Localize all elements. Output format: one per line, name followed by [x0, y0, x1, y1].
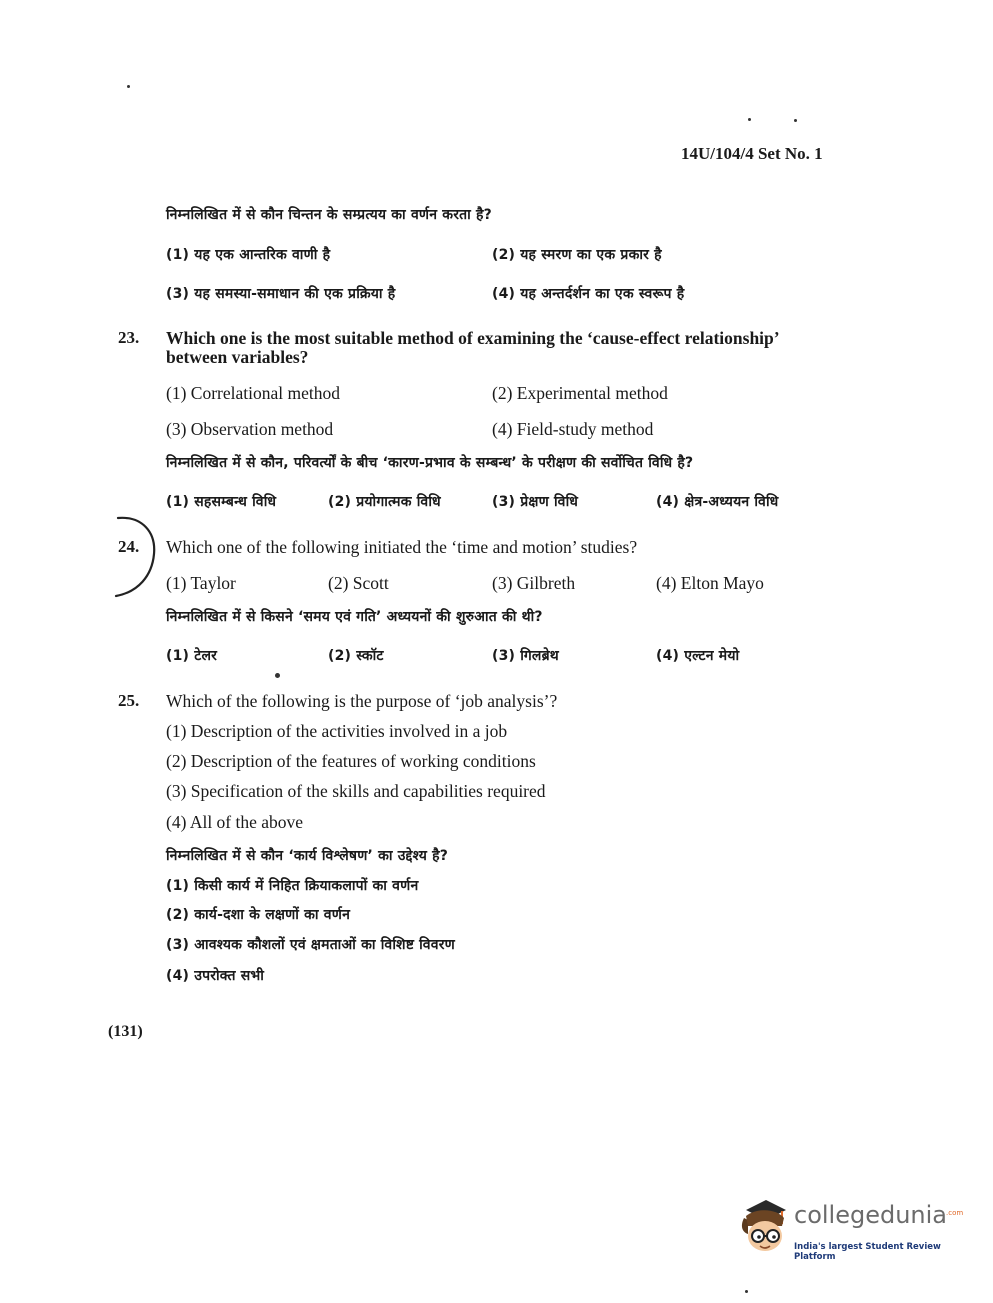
- collegedunia-domain-suffix: .com: [946, 1209, 964, 1217]
- q24-option-4: (4) Elton Mayo: [656, 573, 764, 593]
- scan-speck: [748, 118, 751, 121]
- q22-hindi-option-4: (4) यह अन्तर्दर्शन का एक स्वरूप है: [492, 286, 685, 302]
- q25-hindi-option-4: (4) उपरोक्त सभी: [166, 968, 265, 984]
- set-code: 14U/104/4 Set No. 1: [681, 144, 823, 163]
- collegedunia-watermark: [736, 1196, 962, 1266]
- scan-speck: [127, 85, 130, 88]
- page-code: (131): [108, 1023, 143, 1040]
- scan-speck: [794, 119, 797, 122]
- q25-stem: Which of the following is the purpose of ‘job analysis’?: [166, 691, 558, 711]
- q23-number: 23.: [118, 328, 140, 347]
- q25-hindi-stem: निम्नलिखित में से कौन ‘कार्य विश्लेषण’ का उद्देश्य है?: [166, 848, 449, 864]
- q23-option-2: (2) Experimental method: [492, 383, 668, 403]
- q23-hindi-option-4: (4) क्षेत्र-अध्ययन विधि: [656, 494, 779, 510]
- q23-hindi-option-1: (1) सहसम्बन्ध विधि: [166, 494, 277, 510]
- q22-hindi-option-1: (1) यह एक आन्तरिक वाणी है: [166, 247, 331, 263]
- q24-hindi-option-4: (4) एल्टन मेयो: [656, 648, 740, 664]
- q25-hindi-option-3: (3) आवश्यक कौशलों एवं क्षमताओं का विशिष्ट विवरण: [166, 937, 455, 953]
- q23-hindi-option-2: (2) प्रयोगात्मक विधि: [328, 494, 441, 510]
- q23-option-1: (1) Correlational method: [166, 383, 340, 403]
- q23-option-4: (4) Field-study method: [492, 419, 654, 439]
- q24-hindi-option-3: (3) गिलब्रेथ: [492, 648, 559, 664]
- q23-option-3: (3) Observation method: [166, 419, 334, 439]
- collegedunia-tagline: India's largest Student Review Platform: [794, 1242, 941, 1262]
- q24-option-3: (3) Gilbreth: [492, 573, 576, 593]
- q24-option-2: (2) Scott: [328, 573, 389, 593]
- q24-hindi-stem: निम्नलिखित में से किसने ‘समय एवं गति’ अध्ययनों की शुरुआत की थी?: [166, 609, 543, 625]
- q24-option-1: (1) Taylor: [166, 573, 236, 593]
- q25-hindi-option-2: (2) कार्य-दशा के लक्षणों का वर्णन: [166, 907, 351, 923]
- collegedunia-brand-text: collegedunia: [794, 1201, 948, 1229]
- q25-option-4: (4) All of the above: [166, 812, 304, 832]
- q22-hindi-stem: निम्नलिखित में से कौन चिन्तन के सम्प्रत्यय का वर्णन करता है?: [166, 207, 493, 223]
- q22-hindi-option-3: (3) यह समस्या-समाधान की एक प्रक्रिया है: [166, 286, 396, 302]
- q25-option-2: (2) Description of the features of working conditions: [166, 751, 536, 771]
- q23-stem-line1: Which one is the most suitable method of examining the ‘cause-effect relationship’: [166, 328, 780, 348]
- q24-stem: Which one of the following initiated the ‘time and motion’ studies?: [166, 537, 638, 557]
- q23-stem-line2: between variables?: [166, 347, 309, 367]
- q24-hindi-option-1: (1) टेलर: [166, 648, 218, 664]
- q23-hindi-stem: निम्नलिखित में से कौन, परिवर्त्यों के बीच ‘कारण-प्रभाव के सम्बन्ध’ के परीक्षण की सर्वोचित विधि है?: [166, 455, 694, 471]
- q25-option-3: (3) Specification of the skills and capabilities required: [166, 781, 546, 801]
- q24-number: 24.: [118, 537, 140, 556]
- q23-hindi-option-3: (3) प्रेक्षण विधि: [492, 494, 579, 510]
- q24-hindi-option-2: (2) स्कॉट: [328, 648, 384, 664]
- mascot-icon: [736, 1196, 792, 1258]
- q25-number: 25.: [118, 691, 140, 710]
- q22-hindi-option-2: (2) यह स्मरण का एक प्रकार है: [492, 247, 662, 263]
- scan-speck: [275, 673, 280, 678]
- q25-hindi-option-1: (1) किसी कार्य में निहित क्रियाकलापों का वर्णन: [166, 878, 419, 894]
- q25-option-1: (1) Description of the activities involved in a job: [166, 721, 508, 741]
- scan-speck: [745, 1290, 748, 1293]
